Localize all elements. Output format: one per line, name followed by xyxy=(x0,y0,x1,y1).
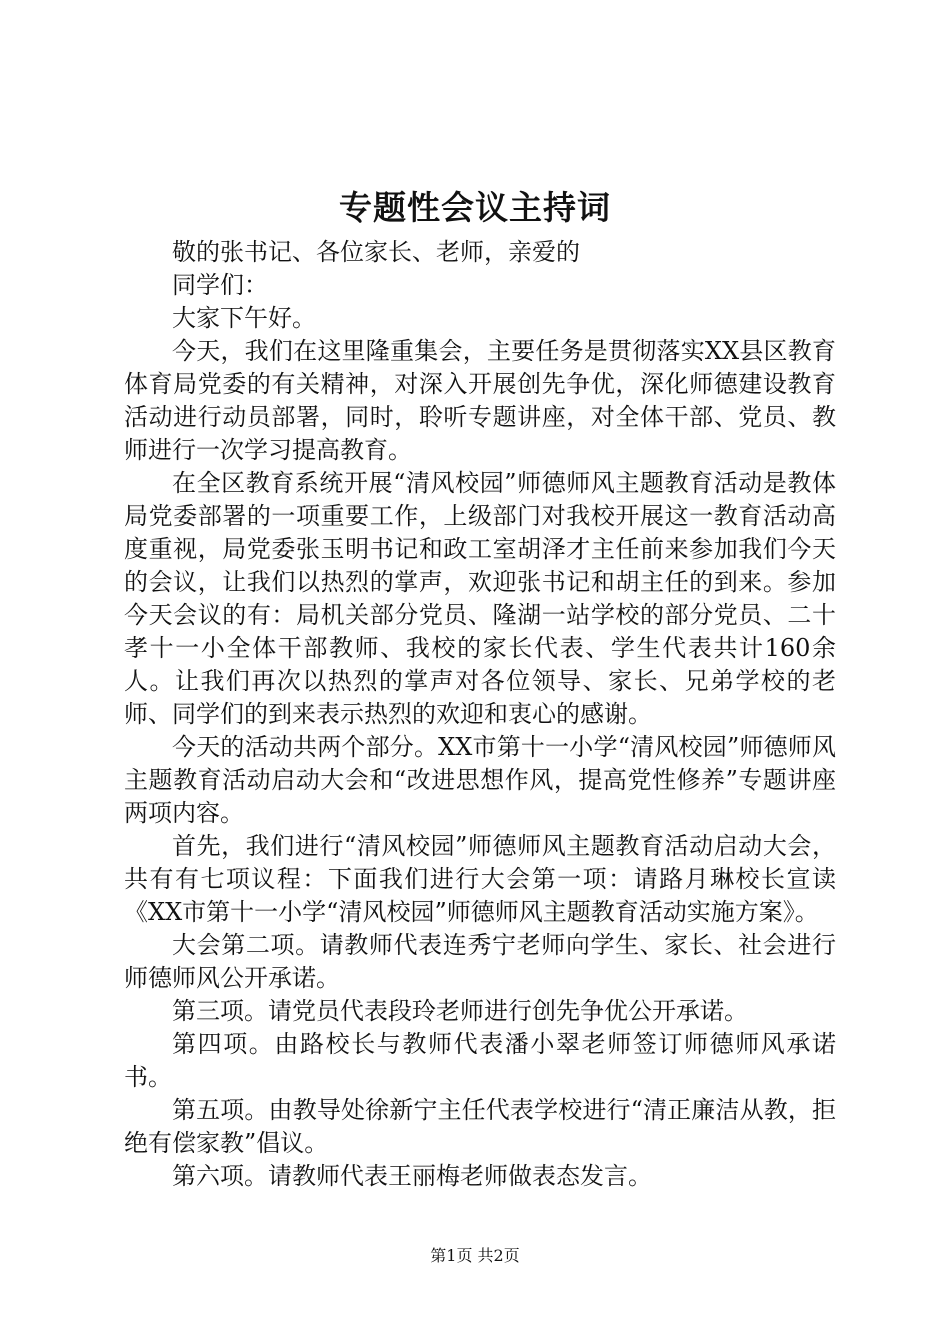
paragraph: 第五项。由教导处徐新宁主任代表学校进行“清正廉洁从教，拒绝有偿家教”倡议。 xyxy=(124,1096,836,1157)
paragraph: 第三项。请党员代表段玲老师进行创先争优公开承诺。 xyxy=(172,997,748,1025)
paragraph: 今天，我们在这里隆重集会，主要任务是贯彻落实XX县区教育体育局党委的有关精神，对深入开展创先争优，深化师德建设教育活动进行动员部署，同时，聆听专题讲座，对全体干部、党员、教师进行一次学习提高教育。 xyxy=(124,337,836,464)
paragraph: 首先，我们进行“清风校园”师德师风主题教育活动启动大会，共有有七项议程：下面我们进行大会第一项：请路月琳校长宣读《XX市第十一小学“清风校园”师德师风主题教育活动实施方案》。 xyxy=(124,832,836,926)
page-footer: 第1页 共2页 xyxy=(430,1246,520,1265)
salutation-line-2: 同学们： xyxy=(172,271,268,299)
greeting: 大家下午好。 xyxy=(172,304,316,332)
document-title: 专题性会议主持词 xyxy=(339,188,611,227)
salutation-line-1: 敬的张书记、各位家长、老师，亲爱的 xyxy=(172,238,580,266)
paragraph: 第六项。请教师代表王丽梅老师做表态发言。 xyxy=(172,1162,652,1190)
paragraph: 大会第二项。请教师代表连秀宁老师向学生、家长、社会进行师德师风公开承诺。 xyxy=(124,931,836,992)
paragraph: 今天的活动共两个部分。XX市第十一小学“清风校园”师德师风主题教育活动启动大会和“改进思想作风，提高党性修养”专题讲座两项内容。 xyxy=(124,733,836,827)
paragraph: 在全区教育系统开展“清风校园”师德师风主题教育活动是教体局党委部署的一项重要工作，上级部门对我校开展这一教育活动高度重视，局党委张玉明书记和政工室胡泽才主任前来参加我们今天的会议，让我们以热烈的掌声，欢迎张书记和胡主任的到来。参加今天会议的有：局机关部分党员、隆湖一站学校的部分党员、二十孝十一小全体干部教师、我校的家长代表、学生代表共计160余人。让我们再次以热烈的掌声对各位领导、家长、兄弟学校的老师、同学们的到来表示热烈的欢迎和衷心的感谢。 xyxy=(124,469,836,728)
document-body xyxy=(124,236,836,1193)
paragraph: 第四项。由路校长与教师代表潘小翠老师签订师德师风承诺书。 xyxy=(124,1030,836,1091)
